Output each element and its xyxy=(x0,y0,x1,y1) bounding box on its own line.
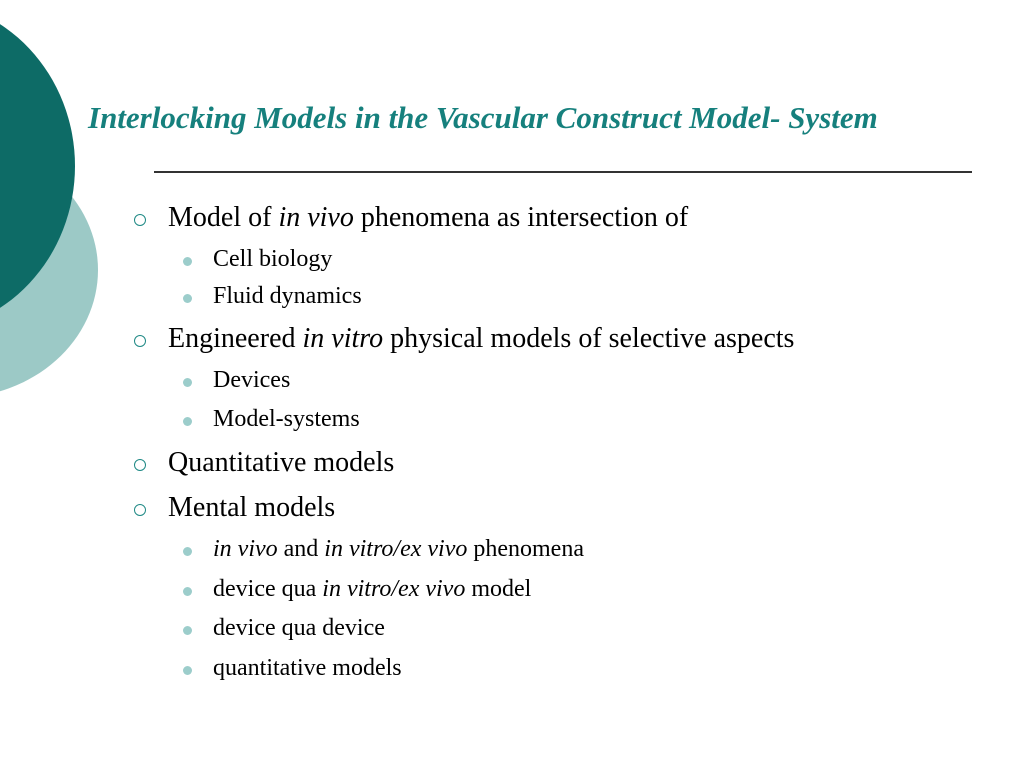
sub-item-devices: Devices xyxy=(213,367,291,393)
sub-text-post: model xyxy=(465,576,532,602)
hollow-circle-bullet-icon xyxy=(134,335,146,347)
sub-text-italic: in vitro/ex vivo xyxy=(324,536,468,562)
filled-dot-bullet-icon xyxy=(183,294,192,303)
sub-text-italic: in vivo xyxy=(213,536,278,562)
filled-dot-bullet-icon xyxy=(183,417,192,426)
bullet-text-pre: Engineered xyxy=(168,323,303,354)
hollow-circle-bullet-icon xyxy=(134,214,146,226)
bullet-item-mental-models: Mental models xyxy=(168,492,336,523)
sub-item-fluid-dynamics: Fluid dynamics xyxy=(213,283,362,309)
bullet-text-post: physical models of selective aspects xyxy=(383,323,795,354)
sub-text-pre: device qua xyxy=(213,576,323,602)
sub-text-italic: in vitro/ex vivo xyxy=(322,576,466,602)
filled-dot-bullet-icon xyxy=(183,547,192,556)
bullet-item-quantitative-models: Quantitative models xyxy=(168,447,395,478)
filled-dot-bullet-icon xyxy=(183,666,192,675)
sub-text-post: phenomena xyxy=(467,536,584,562)
bullet-item-engineered-in-vitro xyxy=(168,323,794,355)
filled-dot-bullet-icon xyxy=(183,378,192,387)
sub-item-device-qua-device: device qua device xyxy=(213,615,385,641)
hollow-circle-bullet-icon xyxy=(134,459,146,471)
sub-item-quantitative-models: quantitative models xyxy=(213,655,402,681)
sub-item-model-systems: Model-systems xyxy=(213,406,360,432)
bullet-text-italic: in vitro xyxy=(302,323,384,354)
sub-item-device-qua-model xyxy=(213,576,531,603)
filled-dot-bullet-icon xyxy=(183,587,192,596)
filled-dot-bullet-icon xyxy=(183,257,192,266)
bullet-item-in-vivo-phenomena xyxy=(168,202,688,234)
bullet-text-post: phenomena as intersection of xyxy=(353,202,689,233)
bullet-text-pre: Model of xyxy=(168,202,279,233)
sub-text-mid: and xyxy=(277,536,325,562)
slide-title: Interlocking Models in the Vascular Construct Model- System xyxy=(88,100,878,135)
sub-item-cell-biology: Cell biology xyxy=(213,246,333,272)
filled-dot-bullet-icon xyxy=(183,626,192,635)
sub-item-in-vivo-and-in-vitro xyxy=(213,536,584,563)
bullet-text-italic: in vivo xyxy=(278,202,354,233)
hollow-circle-bullet-icon xyxy=(134,504,146,516)
